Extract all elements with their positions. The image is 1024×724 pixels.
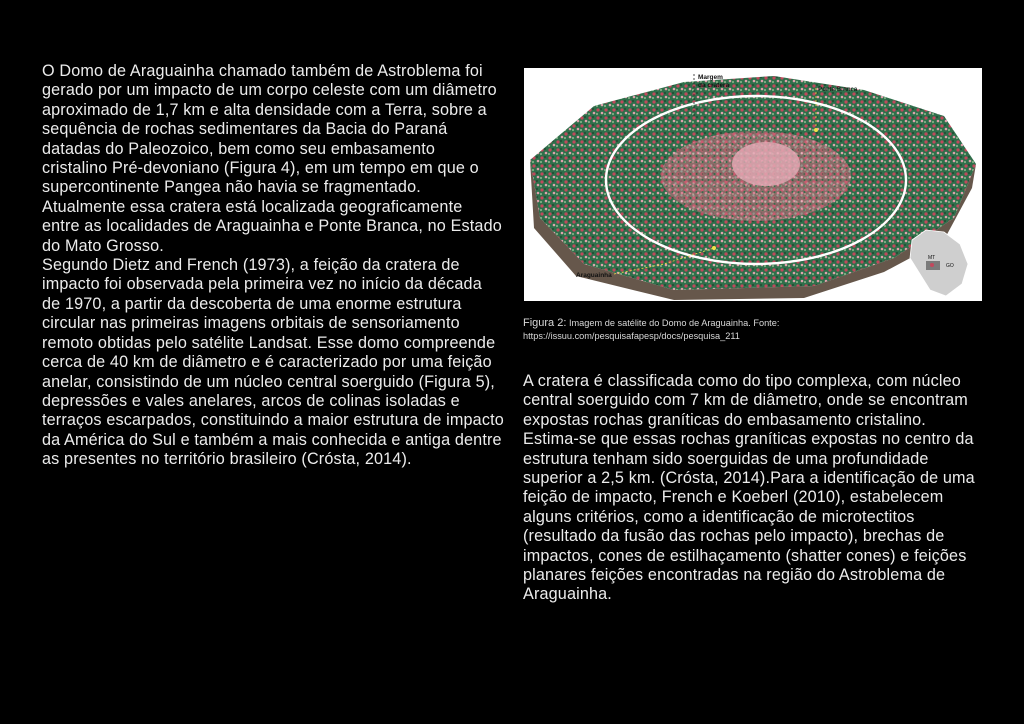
- label-da-cratera: da cratera: [698, 82, 730, 89]
- paragraph-domo: O Domo de Araguainha chamado também de Astroblema foi gerado por um impacto de um corpo celeste com um diâmetro aproximado de 1,7 km e alta densidade com a Terra, sobre a sequência de rochas sedimentares da Bacia do Paraná datadas do Paleozoico, bem como seu embasamento cristalino Pré-devoniano (Figura 4), em um tempo em que o supercontinente Pangea não havia se fragmentado. Atualmente essa cratera está localizada geograficamente entre as localidades de Araguainha e Ponte Branca, no Estado do Mato Grosso.: [42, 62, 502, 255]
- inset-label-go: GO: [946, 263, 954, 269]
- inset-label-mt: MT: [928, 255, 936, 261]
- crater-satellite-image: [524, 68, 982, 301]
- label-ponte-branca: Ponte Branca: [818, 86, 858, 93]
- figure-caption: [523, 317, 983, 343]
- right-text-column: [523, 372, 985, 605]
- paragraph-cratera-complexa: A cratera é classificada como do tipo complexa, com núcleo central soerguido com 7 km de diâmetro, onde se encontram expostas rochas graníticas do embasamento cristalino. Estima-se que essas rochas graníticas expostas no centro da estrutura tenham sido soerguidas de uma profundidade superior a 2,5 km. (Crósta, 2014).Para a identificação de uma feição de impacto, French e Koeberl (2010), estabelecem alguns critérios, como a identificação de microtectitos (resultado da fusão das rochas pelo impacto), brechas de impactos, cones de estilhaçamento (shatter cones) e feições planares feições encontradas na região do Astroblema de Araguainha.: [523, 372, 975, 604]
- satellite-image-figure: [524, 68, 982, 301]
- label-margem: Margem: [698, 74, 723, 81]
- label-araguainha: Araguainha: [576, 272, 612, 279]
- caption-text: Imagem de satélite do Domo de Araguainha. Fonte:: [566, 318, 780, 328]
- caption-source-url: https://issuu.com/pesquisafapesp/docs/pesquisa_211: [523, 331, 740, 341]
- left-text-column: [42, 62, 504, 470]
- paragraph-dietz-french: Segundo Dietz and French (1973), a feição da cratera de impacto foi observada pela primeira vez no início da década de 1970, a partir da descoberta de uma enorme estrutura circular nas primeiras imagens orbitais de sensoriamento remoto obtidas pelo satélite Landsat. Esse domo compreende cerca de 40 km de diâmetro e é caracterizado por uma feição anelar, consistindo de um núcleo central soerguido (Figura 5), depressões e vales anelares, arcos de colinas isoladas e terraços escarpados, constituindo a maior estrutura de impacto da América do Sul e também a mais conhecida e antiga dentre as presentes no território brasileiro (Crósta, 2014).: [42, 256, 504, 469]
- caption-label: Figura 2:: [523, 317, 567, 329]
